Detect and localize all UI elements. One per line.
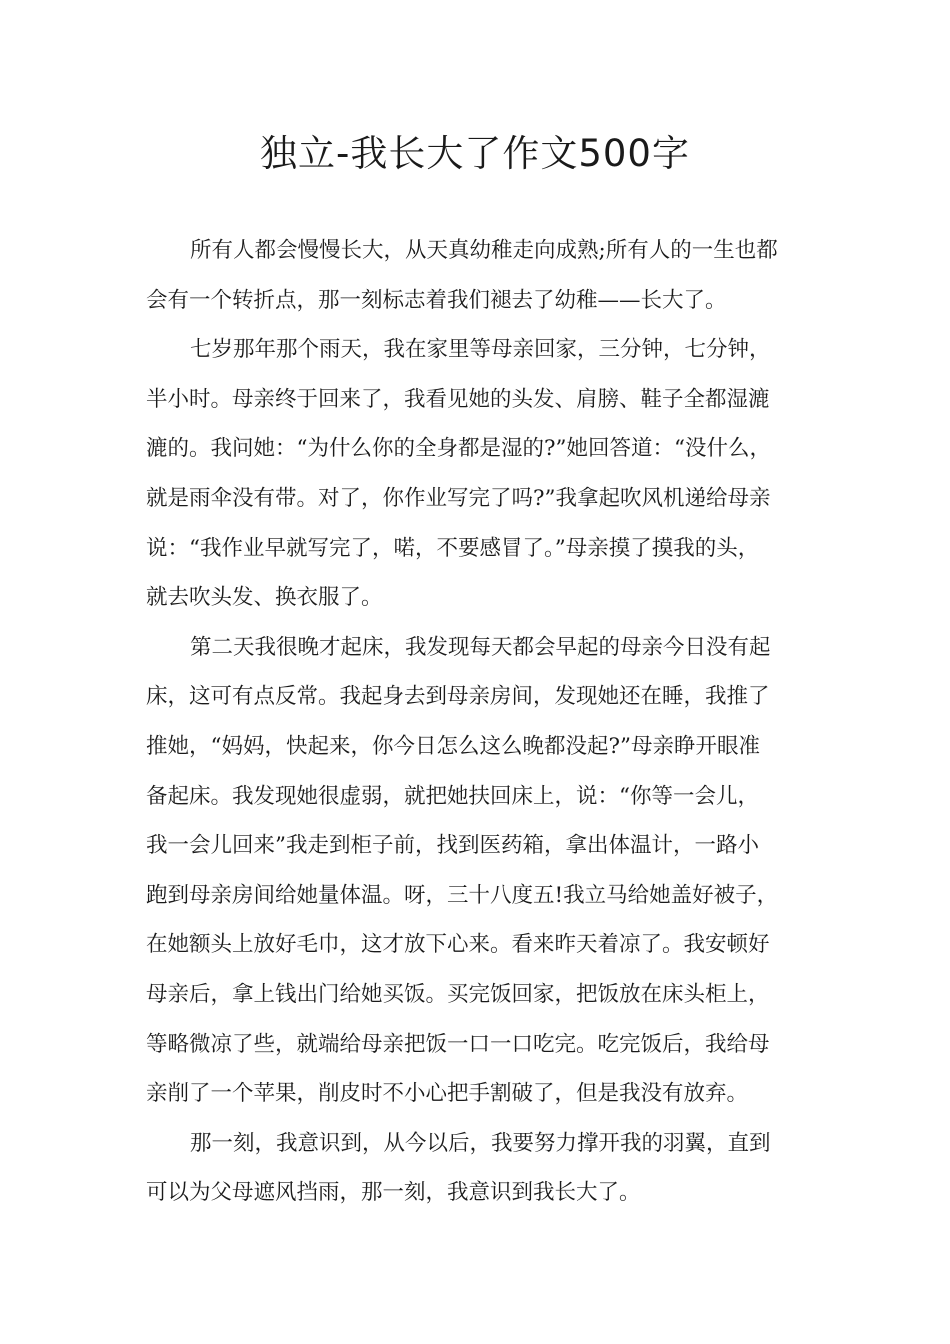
body-line: 等略微凉了些，就端给母亲把饭一口一口吃完。吃完饭后，我给母 xyxy=(146,1031,770,1057)
body-line: 推她，“妈妈，快起来，你今日怎么这么晚都没起?”母亲睁开眼准 xyxy=(146,733,761,759)
body-line: 跑到母亲房间给她量体温。呀，三十八度五!我立马给她盖好被子， xyxy=(146,882,779,908)
body-line: 可以为父母遮风挡雨，那一刻，我意识到我长大了。 xyxy=(146,1180,641,1206)
body-line: 就是雨伞没有带。对了，你作业写完了吗?”我拿起吹风机递给母亲 xyxy=(146,485,771,511)
body-line: 所有人都会慢慢长大，从天真幼稚走向成熟;所有人的一生也都 xyxy=(190,238,778,263)
body-line: 那一刻，我意识到，从今以后，我要努力撑开我的羽翼，直到 xyxy=(190,1130,771,1156)
document-body xyxy=(146,226,818,1218)
body-line: 漉的。我问她：“为什么你的全身都是湿的?”她回答道：“没什么， xyxy=(146,436,772,462)
body-line: 会有一个转折点，那一刻标志着我们褪去了幼稚——长大了。 xyxy=(146,287,727,313)
body-line: 说：“我作业早就写完了，喏，不要感冒了。”母亲摸了摸我的头， xyxy=(146,535,760,561)
body-line: 备起床。我发现她很虚弱，就把她扶回床上，说：“你等一会儿， xyxy=(146,783,759,809)
body-line: 我一会儿回来”我走到柜子前，找到医药箱，拿出体温计，一路小 xyxy=(146,833,759,859)
body-line: 在她额头上放好毛巾，这才放下心来。看来昨天着凉了。我安顿好 xyxy=(146,932,770,958)
body-line: 七岁那年那个雨天，我在家里等母亲回家，三分钟，七分钟， xyxy=(190,337,771,363)
body-line: 就去吹头发、换衣服了。 xyxy=(146,585,383,611)
body-line: 床，这可有点反常。我起身去到母亲房间，发现她还在睡，我推了 xyxy=(146,684,770,710)
body-line: 第二天我很晚才起床，我发现每天都会早起的母亲今日没有起 xyxy=(190,634,771,660)
body-line: 半小时。母亲终于回来了，我看见她的头发、肩膀、鞋子全都湿漉 xyxy=(146,386,770,412)
body-line: 母亲后，拿上钱出门给她买饭。买完饭回家，把饭放在床头柜上， xyxy=(146,981,770,1007)
document-title: 独立-我长大了作文500字 xyxy=(260,132,690,175)
body-line: 亲削了一个苹果，削皮时不小心把手割破了，但是我没有放弃。 xyxy=(146,1081,749,1107)
